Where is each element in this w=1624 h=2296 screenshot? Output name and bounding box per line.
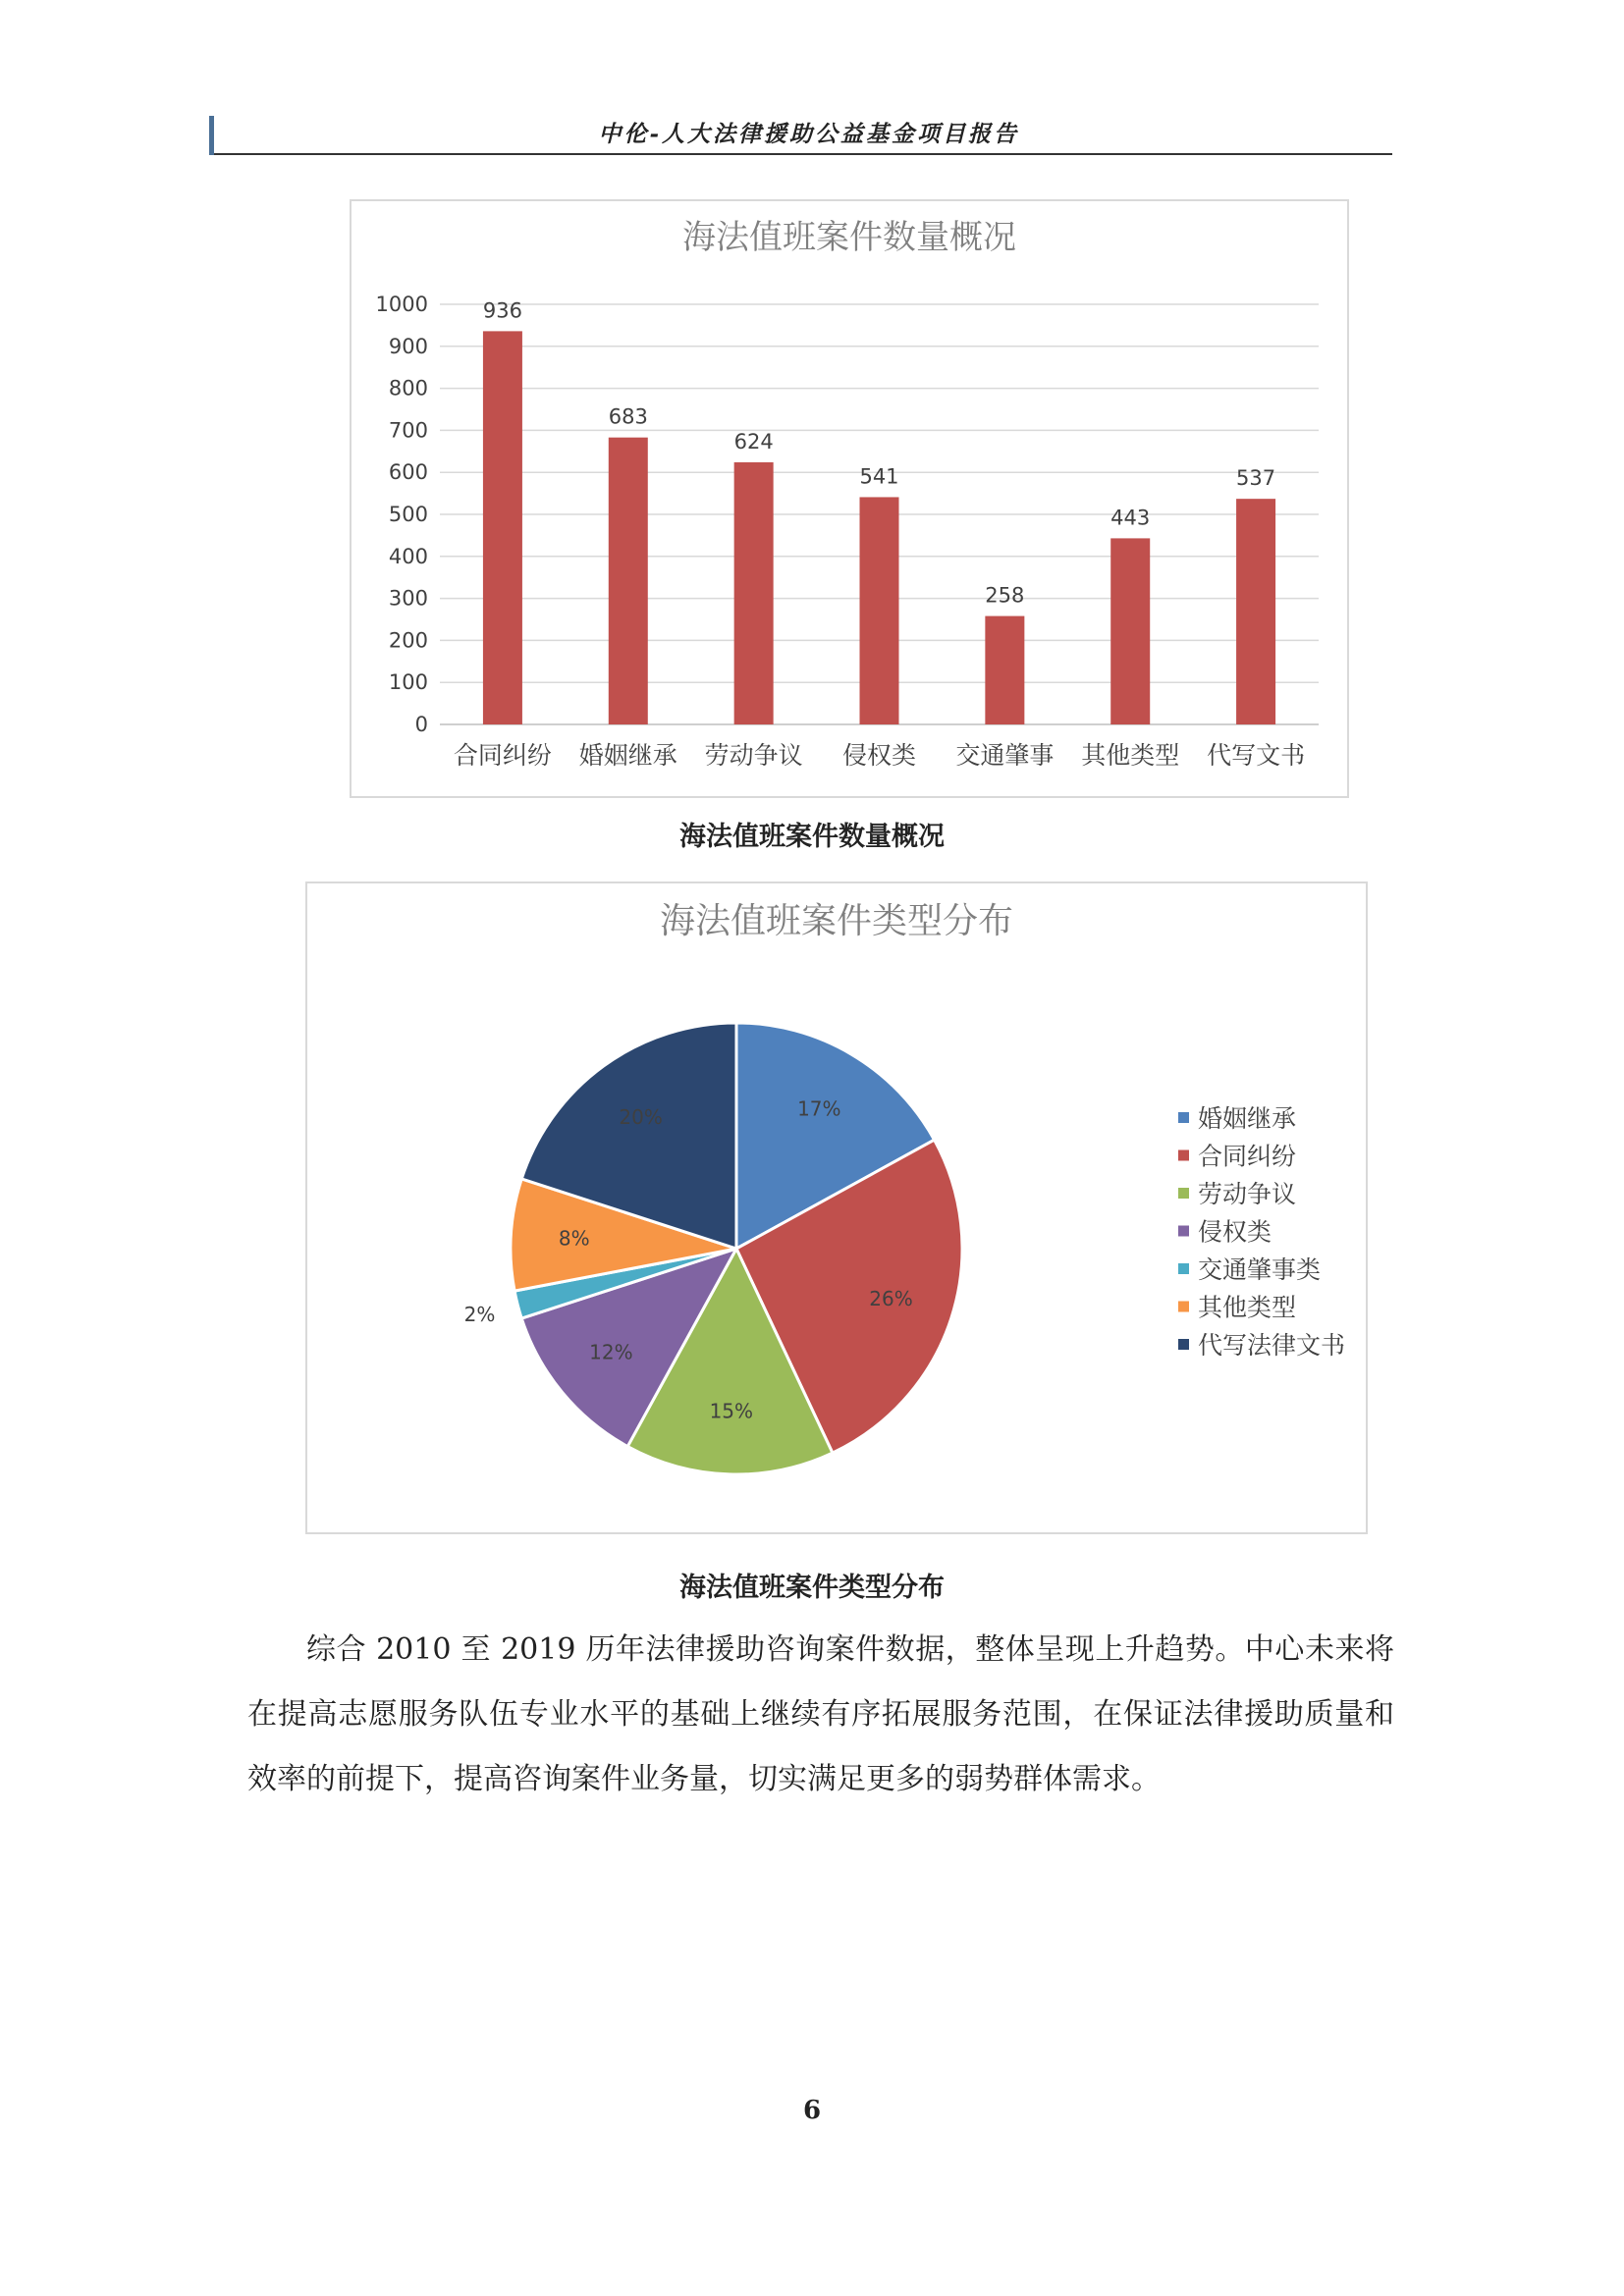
y-tick-label: 200 [388, 628, 428, 653]
pie-chart-title: 海法值班案件类型分布 [659, 901, 1014, 941]
legend-label: 劳动争议 [1198, 1180, 1297, 1208]
bar-value-label: 936 [482, 298, 522, 323]
y-tick-label: 1000 [375, 293, 428, 316]
x-category-label: 代写文书 [1207, 741, 1306, 770]
legend-swatch [1178, 1339, 1189, 1350]
bar [1236, 499, 1275, 724]
pie-slice-label: 17% [797, 1096, 841, 1121]
page-number: 6 [802, 2096, 822, 2125]
y-tick-label: 900 [388, 334, 428, 358]
y-tick-label: 400 [388, 544, 428, 568]
bar-value-label: 537 [1236, 466, 1276, 491]
bar [1110, 538, 1150, 724]
bar-chart-title: 海法值班案件数量概况 [682, 218, 1016, 257]
bar-chart-frame [350, 199, 1349, 798]
pie-slice-label: 12% [589, 1340, 633, 1364]
y-tick-label: 0 [414, 713, 428, 736]
y-tick-label: 800 [388, 376, 428, 400]
y-tick-label: 100 [388, 670, 428, 695]
bar-chart [352, 201, 1347, 796]
y-tick-label: 600 [388, 460, 428, 485]
x-category-label: 劳动争议 [704, 741, 803, 770]
bar-value-label: 541 [859, 464, 899, 489]
header-accent-bar [209, 116, 214, 155]
legend-swatch [1178, 1188, 1189, 1199]
bar [860, 497, 899, 724]
pie-slice-label: 2% [463, 1303, 496, 1327]
pie-slice-label: 26% [869, 1287, 913, 1311]
pie-chart-caption: 海法值班案件类型分布 [679, 1573, 945, 1603]
header-title: 中伦-人大法律援助公益基金项目报告 [598, 121, 1019, 147]
bar [609, 438, 648, 724]
bar-value-label: 683 [608, 404, 648, 429]
x-category-label: 其他类型 [1081, 741, 1180, 770]
bar-value-label: 443 [1110, 506, 1151, 530]
pie-slice-label: 8% [558, 1226, 590, 1251]
x-category-label: 侵权类 [841, 741, 917, 770]
pie-slice-label: 15% [709, 1399, 754, 1423]
legend-swatch [1178, 1150, 1189, 1161]
summary-paragraph: 综合 2010 至 2019 历年法律援助咨询案件数据，整体呈现上升趋势。中心未来将在提高志愿服务队伍专业水平的基础上继续有序拓展服务范围，在保证法律援助质量和效率的前提下，提高咨询案件业务量，切实满足更多的弱势群体需求。 [247, 1632, 1394, 1796]
legend-label: 合同纠纷 [1198, 1142, 1297, 1171]
bar [985, 616, 1024, 724]
x-category-label: 合同纠纷 [453, 741, 552, 770]
bar [483, 331, 522, 724]
bar [734, 462, 774, 724]
bar-value-label: 258 [985, 583, 1025, 608]
legend-swatch [1178, 1112, 1189, 1123]
pie-slice-label: 20% [619, 1105, 663, 1130]
y-tick-label: 300 [388, 586, 428, 611]
pie-chart-frame [305, 881, 1368, 1534]
legend-label: 侵权类 [1198, 1217, 1272, 1247]
legend-label: 婚姻继承 [1198, 1104, 1297, 1133]
legend-swatch [1178, 1263, 1189, 1274]
page-header [209, 108, 1392, 155]
legend-swatch [1178, 1226, 1189, 1237]
legend-label: 交通肇事类 [1198, 1255, 1322, 1284]
legend-label: 代写法律文书 [1198, 1331, 1346, 1360]
legend-swatch [1178, 1302, 1189, 1312]
x-category-label: 交通肇事 [955, 741, 1055, 770]
x-category-label: 婚姻继承 [578, 741, 677, 770]
pie-chart [307, 883, 1366, 1532]
y-tick-label: 500 [388, 503, 428, 526]
bar-value-label: 624 [733, 429, 774, 454]
y-tick-label: 700 [388, 418, 428, 443]
legend-label: 其他类型 [1198, 1293, 1297, 1322]
bar-chart-caption: 海法值班案件数量概况 [679, 822, 945, 852]
